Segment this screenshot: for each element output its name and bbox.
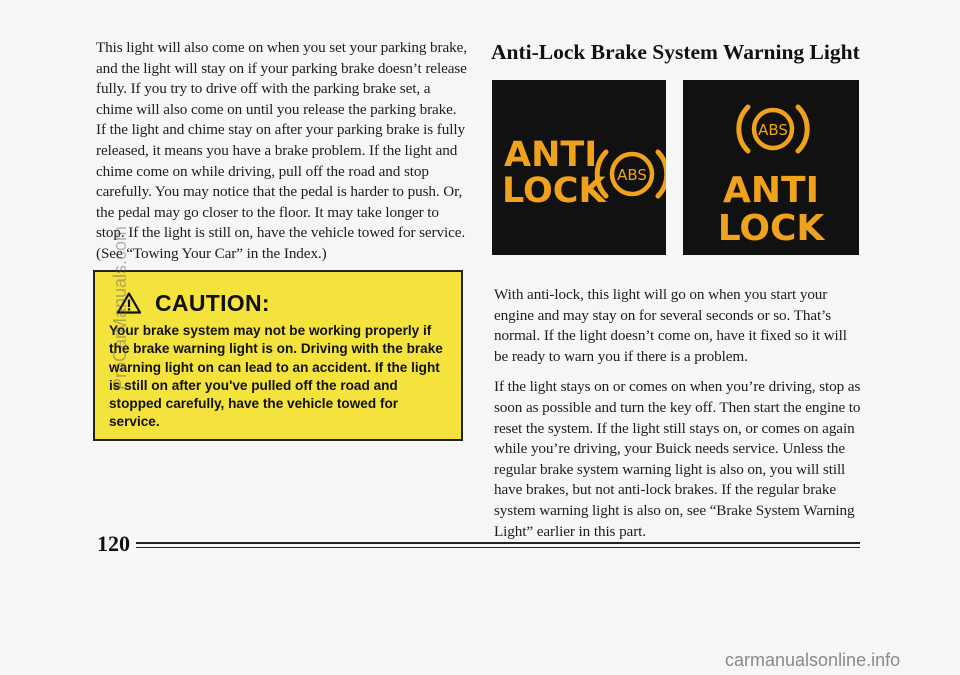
caution-header [117,286,270,320]
anti-lock-paragraph-1: With anti-lock, this light will go on when you start your engine and may stay on for several seconds or so. That’s normal. If the light doesn’t come on, have it fixed so it will be ready to warn you if there is a problem. [494,286,847,365]
indicator-text-anti: ANTI [504,135,598,175]
left-column [96,38,468,265]
anti-lock-indicator-horizontal [492,80,666,255]
caution-title: CAUTION: [155,289,270,316]
side-watermark-text: ProCarManuals.com [110,225,130,390]
abs-icon [597,152,666,196]
page-number: 120 [97,531,130,556]
abs-label: ABS [617,166,647,184]
anti-lock-paragraph-2: If the light stays on or comes on when you’re driving, stop as soon as possible and turn the key off. Then start the engine to reset the system. If the light still stays on, or comes on again while you’re driving, your Buick needs service. Unless the regular brake system warning light is also on, you will still have brakes, but not anti-lock brakes. If the regular brake system warning light is also on, see “Brake System Warning Light” earlier in this part. [494,378,861,540]
parking-brake-paragraph: This light will also come on when you set your parking brake, and the light will stay on if your parking brake doesn’t release fully. If you try to drive off with the parking brake set, a chime will also come on until you release the parking brake. If the light and chime stay on after your parking brake is fully released, it means you have a brake problem. If the light and chime come on while driving, pull off the road and stop carefully. You may notice that the pedal is harder to push. Or, the pedal may go closer to the floor. It may take longer to stop. If the light is still on, have the vehicle towed for service. (See “Towing Your Car” in the Index.) [96,39,467,262]
section-title: Anti-Lock Brake System Warning Light [491,40,860,64]
anti-lock-indicator-vertical [683,80,859,255]
indicator-text-lock: LOCK [717,208,825,249]
abs-icon [739,107,807,151]
bottom-watermark: carmanualsonline.info [725,650,901,670]
caution-box [93,270,463,441]
footer-rule [136,542,860,544]
indicator-text-anti: ANTI [723,170,819,211]
caution-body: Your brake system may not be working properly if the brake warning light is on. Driving with the brake warning light on can lead to an accident. If the light is still on after you've pulled off the road and stopped carefully, have the vehicle towed for service. [109,323,443,430]
abs-label: ABS [758,121,788,139]
right-column [494,285,862,552]
indicator-text-lock: LOCK [502,171,606,211]
warning-triangle-icon [117,292,141,314]
